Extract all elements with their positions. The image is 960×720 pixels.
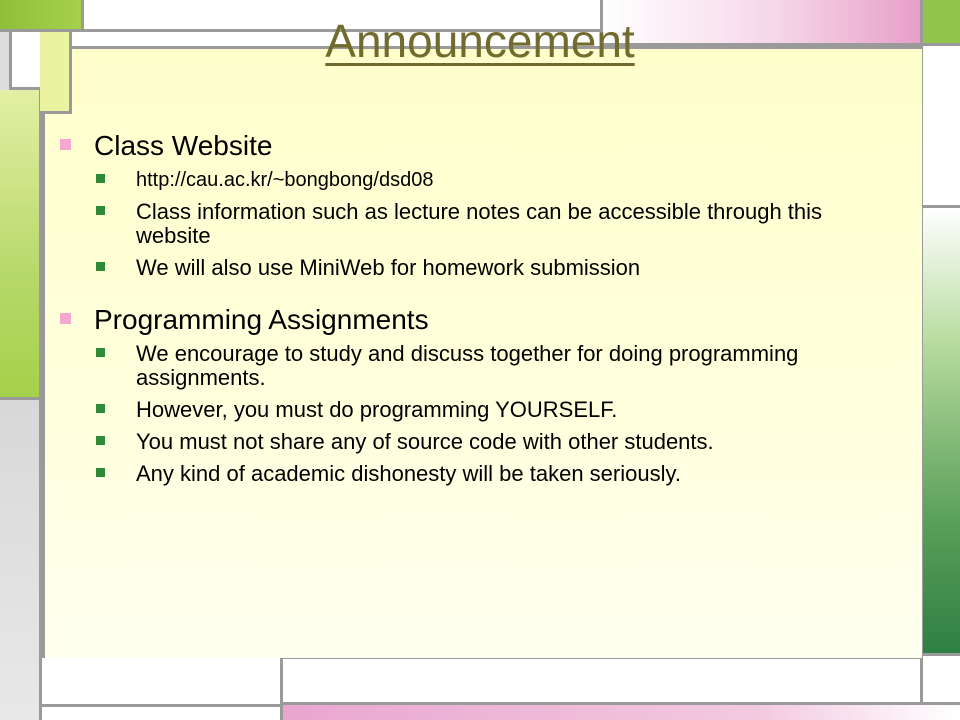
decor-block-gray-left-bottom [0,400,42,720]
section-class-website [58,130,908,280]
decor-block-white-bottom-left [42,704,282,720]
website-link[interactable]: http://cau.ac.kr/~bongbong/dsd08 [136,169,434,191]
bullet-list [58,130,908,486]
square-bullet-icon [96,468,105,477]
list-item [94,462,908,486]
slide-content [58,130,908,494]
sub-bullet-list [94,168,908,280]
section-heading: Class Website [94,130,273,161]
sub-bullet-list [94,342,908,486]
list-item-text: We will also use MiniWeb for homework submission [136,255,641,280]
list-item-text: Any kind of academic dishonesty will be taken seriously. [136,461,681,486]
square-bullet-icon [96,174,105,183]
list-item-text: However, you must do programming YOURSELF. [136,397,618,422]
decor-block-green-left [0,90,42,400]
square-bullet-icon [96,206,105,215]
decor-block-white-right [920,46,960,208]
decor-block-pink-bottom [280,702,960,720]
list-item [94,168,908,192]
list-item [94,398,908,422]
decor-block-green-right [920,208,960,656]
square-bullet-icon [96,404,105,413]
square-bullet-icon [96,262,105,271]
section-heading: Programming Assignments [94,304,429,335]
list-item [94,342,908,390]
list-item-text: We encourage to study and discuss together for doing programming assignments. [136,341,799,390]
list-item-text: Class information such as lecture notes can be accessible through this website [136,199,823,248]
decor-block-white-bottom [280,656,922,704]
square-bullet-icon [96,348,105,357]
section-programming-assignments [58,304,908,486]
square-bullet-icon [96,436,105,445]
list-item [94,430,908,454]
slide-title: Announcement [325,15,635,67]
list-item [94,200,908,248]
list-item [94,256,908,280]
square-bullet-icon [60,313,71,324]
square-bullet-icon [60,139,71,150]
list-item-text: You must not share any of source code with other students. [136,429,714,454]
